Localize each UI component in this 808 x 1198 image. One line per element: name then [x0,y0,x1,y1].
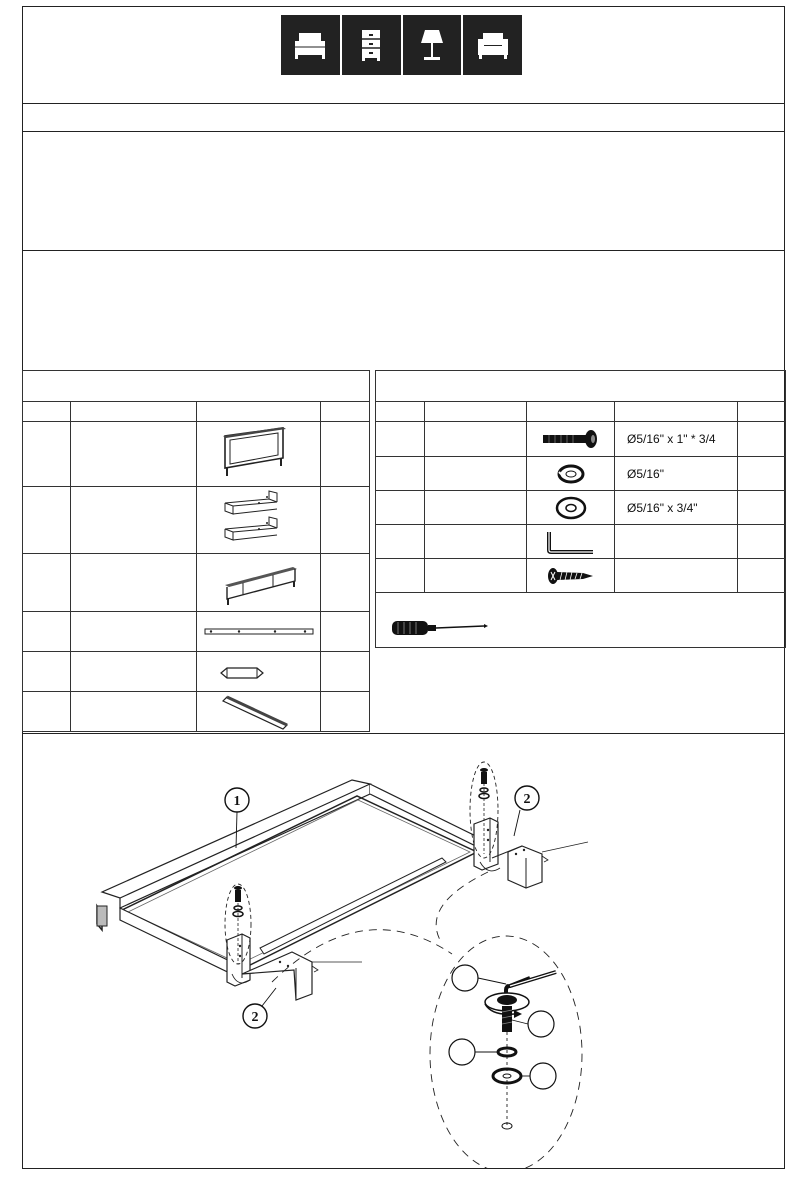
table-row [376,422,786,457]
wood-screw-icon [527,559,615,593]
table-row [23,422,370,487]
bolt-icon [527,422,615,457]
svg-text:2: 2 [251,1010,259,1025]
svg-text:2: 2 [523,792,531,807]
spring-washer-icon [527,457,615,491]
tools-row [376,593,786,648]
hardware-spec: Ø5/16" x 1" * 3/4 [615,422,738,457]
detail-callout [528,1011,554,1037]
divider [22,131,785,132]
table-row [376,491,786,525]
bed-leg-pair-icon [197,487,321,554]
table-header-row [376,402,786,422]
parts-table [22,370,370,732]
detail-callout [449,1039,475,1065]
table-title-row [376,371,786,402]
table-title-row [23,371,370,402]
headboard-panel-icon [197,422,321,487]
table-header-row [23,402,370,422]
callout-1 [225,788,249,812]
flat-washer-icon [527,491,615,525]
screwdriver-icon [388,611,508,641]
divider [22,250,785,251]
table-row [23,692,370,732]
hardware-spec: Ø5/16" [615,457,738,491]
table-row [23,554,370,612]
table-row [23,612,370,652]
bed-icon [281,15,342,75]
nightstand-icon [342,15,403,75]
category-icon-strip [281,15,522,75]
allen-key-icon [527,525,615,559]
hardware-spec: Ø5/16" x 3/4" [615,491,738,525]
callout-2 [243,1004,267,1028]
table-row [376,559,786,593]
side-rail-icon [197,692,321,732]
slat-rail-icon [197,612,321,652]
table-row [376,457,786,491]
hardware-spec [615,559,738,593]
detail-callout [452,965,478,991]
callout-2 [515,786,539,810]
footboard-panel-icon [197,554,321,612]
hardware-table [375,370,786,648]
lamp-icon [403,15,464,75]
hardware-spec [615,525,738,559]
armchair-icon [463,15,522,75]
detail-callout [530,1063,556,1089]
table-row [23,487,370,554]
table-row [376,525,786,559]
divider [22,103,785,104]
center-support-icon [197,652,321,692]
svg-text:1: 1 [233,794,241,809]
assembly-diagram [22,734,785,1168]
table-row [23,652,370,692]
